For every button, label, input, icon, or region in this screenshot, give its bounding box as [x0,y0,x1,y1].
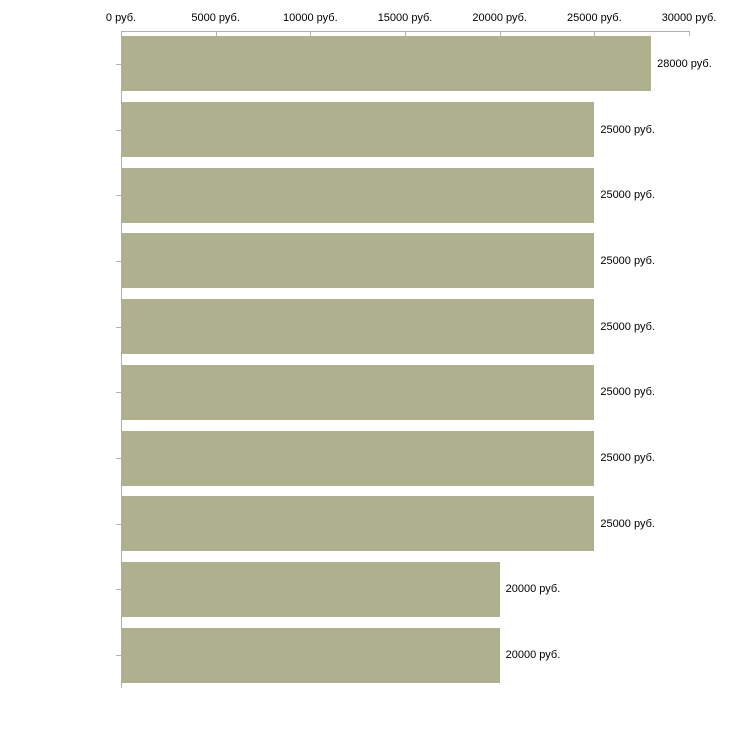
plot-area [121,31,712,688]
bar-value-label: 28000 руб. [657,57,712,70]
bar-value-label: 25000 руб. [600,320,655,333]
bar[interactable] [121,233,594,288]
bar-value-label: 20000 руб. [505,649,561,662]
bar[interactable] [121,496,594,551]
bar-value-label: 25000 руб. [600,189,655,202]
x-axis-tick-label: 5000 руб. [191,12,240,24]
bar[interactable] [121,36,651,91]
x-axis-tick-label: 15000 руб. [377,12,433,24]
bar[interactable] [121,562,500,617]
bar-value-label: 25000 руб. [600,254,655,267]
bar[interactable] [121,365,594,420]
x-axis-tick-label: 0 руб. [105,12,137,24]
bar-value-label: 25000 руб. [600,123,655,136]
bar[interactable] [121,168,594,223]
bar[interactable] [121,102,594,157]
bar[interactable] [121,431,594,486]
bar-value-label: 25000 руб. [600,386,655,399]
x-axis-tick [689,31,690,36]
bar-value-label: 25000 руб. [600,517,655,530]
x-axis-tick-label: 25000 руб. [567,12,622,24]
x-axis-tick-label: 30000 руб. [661,12,717,24]
bar-value-label: 25000 руб. [600,452,655,465]
bar-value-label: 20000 руб. [505,583,561,596]
bar[interactable] [121,628,500,683]
x-axis-tick-label: 10000 руб. [283,12,338,24]
x-axis-tick-label: 20000 руб. [472,12,527,24]
bar[interactable] [121,299,594,354]
